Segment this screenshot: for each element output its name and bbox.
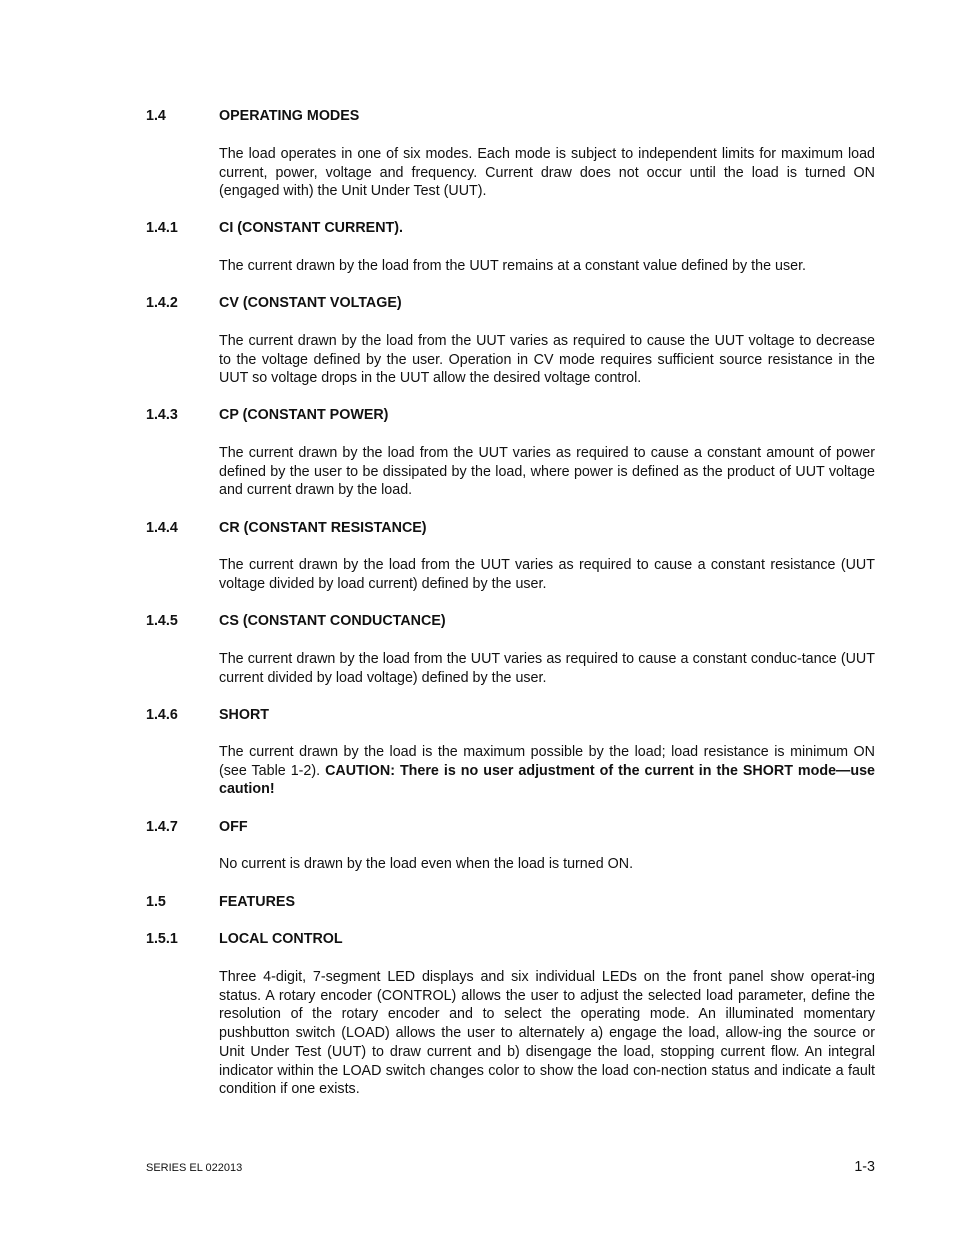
section-title: SHORT — [219, 707, 270, 723]
section-paragraph: The current drawn by the load from the UUT varies as required to cause a constant amount of power defined by the user to be dissipated by the load, where power is defined as the product of UUT voltage and current drawn by the load. — [219, 445, 875, 499]
section-title: FEATURES — [219, 894, 295, 910]
section-paragraph: The load operates in one of six modes. Each mode is subject to independent limits for maximum load current, power, voltage and frequency. Current draw does not occur until the load is turned ON (engaged with) the Unit Under Test (UUT). — [219, 146, 875, 200]
section-heading — [0, 405, 954, 425]
section-1-4 — [0, 106, 954, 126]
section-number: 1.4.3 — [146, 407, 178, 423]
section-heading — [0, 705, 954, 725]
section-1-4-1 — [0, 218, 954, 238]
section-heading — [0, 293, 954, 313]
section-number: 1.5 — [146, 894, 166, 910]
section-1-5-1 — [0, 929, 954, 949]
section-1-4-7 — [0, 817, 954, 837]
section-paragraph: The current drawn by the load from the UUT varies as required to cause the UUT voltage to decrease to the voltage defined by the user. Operation in CV mode requires sufficient source resistance in the UUT so voltage drops in the UUT allow the desired voltage control. — [219, 333, 875, 387]
section-1-4-3 — [0, 405, 954, 425]
section-paragraph: The current drawn by the load from the UUT varies as required to cause a constant resistance (UUT voltage divided by load current) defined by the user. — [219, 557, 875, 592]
section-title: CV (CONSTANT VOLTAGE) — [219, 295, 402, 311]
section-1-4-2 — [0, 293, 954, 313]
section-paragraph: The current drawn by the load from the UUT varies as required to cause a constant conduc-tance (UUT current divided by load voltage) defined by the user. — [219, 651, 875, 686]
section-paragraph: The current drawn by the load from the UUT remains at a constant value defined by the user. — [219, 258, 807, 274]
section-title: CP (CONSTANT POWER) — [219, 407, 389, 423]
section-paragraph: No current is drawn by the load even when the load is turned ON. — [219, 856, 634, 872]
caution-text: CAUTION: There is no user adjustment of the current in the SHORT mode—use caution! — [219, 762, 875, 798]
section-heading — [0, 611, 954, 631]
section-heading — [0, 518, 954, 538]
section-number: 1.5.1 — [146, 931, 178, 947]
section-paragraph: Three 4-digit, 7-segment LED displays and six individual LEDs on the front panel show operat-ing status. A rotary encoder (CONTROL) allows the user to adjust the selected load parameter, define the resolution of the rotary encoder and to select the operating mode. An illuminated momentary pushbutton switch (LOAD) allows the user to alternately a) engage the load, allow-ing the source or Unit Under Test (UUT) to draw current and b) disengage the load, stopping current flow. An integral indicator within the LOAD switch changes color to show the load con-nection status and indicate a fault condition if one exists. — [219, 969, 875, 1098]
section-1-5 — [0, 892, 954, 912]
section-number: 1.4.7 — [146, 819, 178, 835]
section-number: 1.4.5 — [146, 613, 178, 629]
section-heading — [0, 218, 954, 238]
section-heading — [0, 892, 954, 912]
section-heading — [0, 106, 954, 126]
paragraph-text: The current drawn by the load is the maximum possible by the load; load resistance is minimum ON (see Table 1-2). — [219, 744, 875, 779]
section-number: 1.4 — [146, 108, 166, 124]
section-paragraph — [219, 743, 875, 799]
section-number: 1.4.2 — [146, 295, 178, 311]
section-title: CI (CONSTANT CURRENT). — [219, 220, 403, 236]
section-title: OFF — [219, 819, 248, 835]
section-heading — [0, 817, 954, 837]
section-heading — [0, 929, 954, 949]
section-number: 1.4.6 — [146, 707, 178, 723]
section-number: 1.4.1 — [146, 220, 178, 236]
footer-series: SERIES EL 022013 — [146, 1162, 243, 1174]
section-1-4-6 — [0, 705, 954, 725]
section-title: OPERATING MODES — [219, 108, 360, 124]
page-number: 1-3 — [854, 1159, 875, 1175]
section-title: LOCAL CONTROL — [219, 931, 343, 947]
section-title: CS (CONSTANT CONDUCTANCE) — [219, 613, 446, 629]
section-1-4-4 — [0, 518, 954, 538]
section-number: 1.4.4 — [146, 520, 178, 536]
section-title: CR (CONSTANT RESISTANCE) — [219, 520, 427, 536]
section-1-4-5 — [0, 611, 954, 631]
